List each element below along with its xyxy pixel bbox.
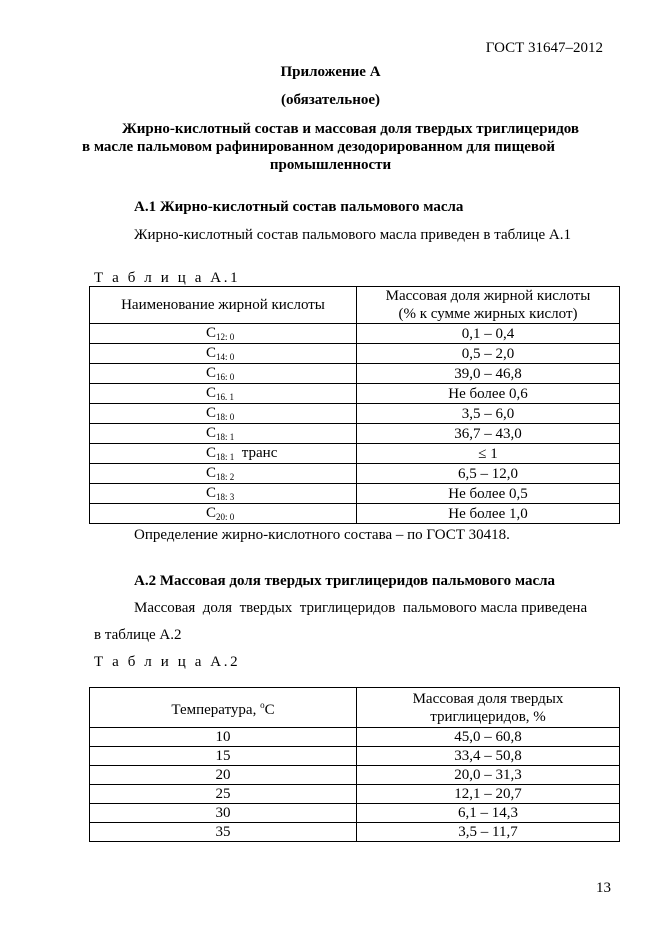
fatty-acid-symbol: C — [206, 325, 217, 341]
degree-sup: o — [260, 700, 265, 710]
table-row — [90, 785, 620, 804]
table-a2-col1-header-unit: С — [264, 702, 275, 718]
table-a1-col2-header — [357, 287, 620, 324]
fatty-acid-cell — [90, 404, 357, 424]
solid-triglycerides-cell: 12,1 – 20,7 — [357, 785, 620, 804]
appendix-status: (обязательное) — [280, 92, 381, 108]
fatty-acid-cell — [90, 504, 357, 524]
fatty-acid-suffix: транс — [234, 445, 278, 461]
table-row — [90, 766, 620, 785]
fatty-acid-symbol: C — [206, 425, 217, 441]
solid-triglycerides-cell: 3,5 – 11,7 — [357, 823, 620, 842]
fatty-acid-cell — [90, 484, 357, 504]
table-a1-col2-header-line2: (% к сумме жирных кислот) — [398, 306, 578, 322]
mass-fraction-cell: Не более 1,0 — [357, 504, 620, 524]
fatty-acid-symbol: C — [206, 505, 217, 521]
table-row — [90, 823, 620, 842]
mass-fraction-cell: 39,0 – 46,8 — [357, 364, 620, 384]
table-row — [90, 364, 620, 384]
temperature-cell: 10 — [90, 728, 357, 747]
table-row — [90, 384, 620, 404]
temperature-cell: 30 — [90, 804, 357, 823]
temperature-cell: 15 — [90, 747, 357, 766]
fatty-acid-cell — [90, 344, 357, 364]
table-row — [90, 464, 620, 484]
mass-fraction-cell: 36,7 – 43,0 — [357, 424, 620, 444]
table-row — [90, 344, 620, 364]
fatty-acid-symbol: C — [206, 445, 217, 461]
fatty-acid-cell — [90, 364, 357, 384]
table-a1 — [89, 286, 620, 524]
fatty-acid-subscript: 16. 1 — [216, 392, 235, 402]
mass-fraction-cell: 3,5 – 6,0 — [357, 404, 620, 424]
fatty-acid-subscript: 12: 0 — [216, 332, 235, 342]
table-row — [90, 324, 620, 344]
temperature-cell: 35 — [90, 823, 357, 842]
fatty-acid-subscript: 18: 1 — [216, 452, 235, 462]
mass-fraction-cell: 6,5 – 12,0 — [357, 464, 620, 484]
table-a2 — [89, 687, 620, 842]
table-row — [90, 747, 620, 766]
mass-fraction-cell: Не более 0,6 — [357, 384, 620, 404]
section-a1-title: А.1 Жирно-кислотный состав пальмового масла — [134, 199, 464, 215]
fatty-acid-cell — [90, 444, 357, 464]
table-a2-col2-header-line1: Массовая доля твердых — [412, 690, 564, 707]
section-a1-note: Определение жирно-кислотного состава – по ГОСТ 30418. — [134, 527, 510, 543]
fatty-acid-subscript: 20: 0 — [216, 512, 235, 522]
mass-fraction-cell: Не более 0,5 — [357, 484, 620, 504]
table-a2-col1-header-text: Температура, — [171, 702, 261, 718]
fatty-acid-subscript: 18: 0 — [216, 412, 235, 422]
appendix-heading-line3: промышленности — [269, 157, 392, 173]
standard-number: ГОСТ 31647–2012 — [485, 40, 603, 56]
appendix-heading-line1: Жирно-кислотный состав и массовая доля твердых триглицеридов — [121, 121, 580, 137]
fatty-acid-symbol: C — [206, 485, 217, 501]
mass-fraction-cell: ≤ 1 — [357, 444, 620, 464]
fatty-acid-subscript: 18: 1 — [216, 432, 235, 442]
table-a1-col2-header-line1: Массовая доля жирной кислоты — [385, 288, 591, 304]
section-a1-intro: Жирно-кислотный состав пальмового масла приведен в таблице А.1 — [134, 227, 571, 243]
section-a2-intro-line2: в таблице А.2 — [94, 627, 182, 643]
table-row — [90, 424, 620, 444]
fatty-acid-cell — [90, 384, 357, 404]
table-a2-col2-header — [357, 688, 620, 728]
table-row — [90, 728, 620, 747]
table-a1-col1-header: Наименование жирной кислоты — [90, 287, 357, 324]
table-row — [90, 804, 620, 823]
table-row — [90, 504, 620, 524]
fatty-acid-symbol: C — [206, 345, 217, 361]
fatty-acid-subscript: 18: 2 — [216, 472, 235, 482]
fatty-acid-subscript: 14: 0 — [216, 352, 235, 362]
solid-triglycerides-cell: 45,0 – 60,8 — [357, 728, 620, 747]
solid-triglycerides-cell: 20,0 – 31,3 — [357, 766, 620, 785]
fatty-acid-cell — [90, 424, 357, 444]
table-a2-caption: Т а б л и ц а А.2 — [94, 654, 241, 670]
mass-fraction-cell: 0,1 – 0,4 — [357, 324, 620, 344]
fatty-acid-symbol: C — [206, 405, 217, 421]
temperature-cell: 25 — [90, 785, 357, 804]
appendix-title: Приложение А — [280, 64, 381, 80]
table-a2-col1-header — [90, 688, 357, 728]
fatty-acid-cell — [90, 464, 357, 484]
fatty-acid-cell — [90, 324, 357, 344]
fatty-acid-symbol: C — [206, 385, 217, 401]
table-row — [90, 484, 620, 504]
section-a2-title: А.2 Массовая доля твердых триглицеридов пальмового масла — [134, 573, 556, 589]
fatty-acid-subscript: 18: 3 — [216, 492, 235, 502]
solid-triglycerides-cell: 33,4 – 50,8 — [357, 747, 620, 766]
fatty-acid-symbol: C — [206, 365, 217, 381]
table-row — [90, 444, 620, 464]
fatty-acid-subscript: 16: 0 — [216, 372, 235, 382]
solid-triglycerides-cell: 6,1 – 14,3 — [357, 804, 620, 823]
page-number: 13 — [596, 880, 611, 896]
table-a1-caption: Т а б л и ц а А.1 — [94, 270, 241, 286]
mass-fraction-cell: 0,5 – 2,0 — [357, 344, 620, 364]
section-a2-intro-line1: Массовая доля твердых триглицеридов пальмового масла приведена — [134, 600, 588, 616]
table-row — [90, 404, 620, 424]
fatty-acid-symbol: C — [206, 465, 217, 481]
temperature-cell: 20 — [90, 766, 357, 785]
appendix-heading-line2: в масле пальмовом рафинированном дезодорированном для пищевой — [81, 139, 556, 155]
table-a2-col2-header-line2: триглицеридов, % — [430, 708, 546, 725]
